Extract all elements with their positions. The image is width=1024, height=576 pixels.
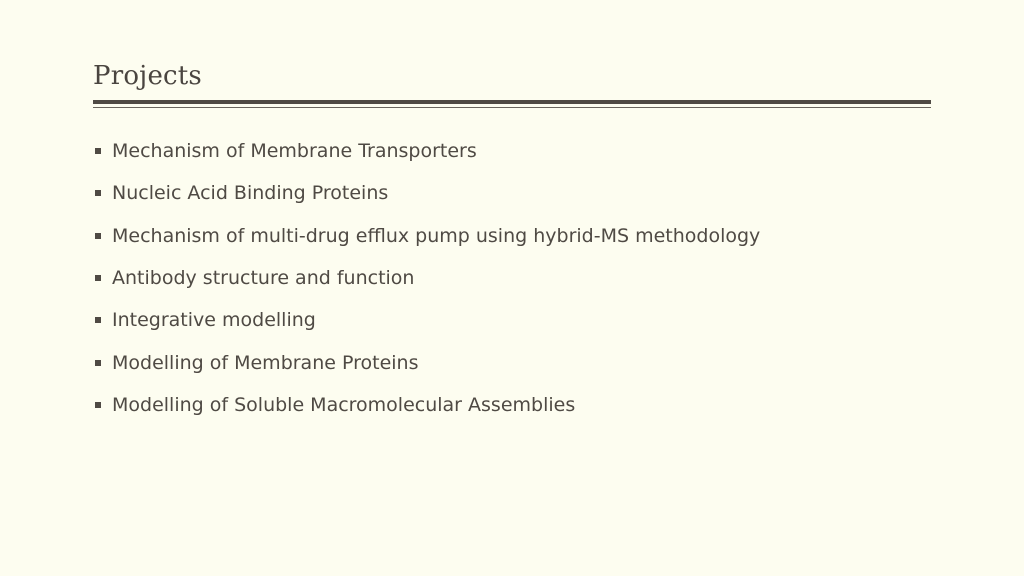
square-bullet-icon [95, 360, 101, 366]
bullet-item [93, 341, 760, 383]
bullet-item [93, 130, 760, 172]
square-bullet-icon [95, 148, 101, 154]
square-bullet-icon [95, 233, 101, 239]
bullet-list [93, 130, 760, 426]
bullet-item [93, 384, 760, 426]
bullet-text: Mechanism of Membrane Transporters [112, 140, 477, 163]
bullet-item [93, 299, 760, 341]
slide-title: Projects [93, 61, 202, 91]
square-bullet-icon [95, 317, 101, 323]
bullet-text: Modelling of Membrane Proteins [112, 351, 419, 374]
square-bullet-icon [95, 402, 101, 408]
title-underline-thin [93, 107, 931, 108]
square-bullet-icon [95, 275, 101, 281]
title-underline-thick [93, 100, 931, 104]
square-bullet-icon [95, 190, 101, 196]
bullet-text: Mechanism of multi-drug efflux pump using hybrid-MS methodology [112, 224, 761, 247]
bullet-item [93, 257, 760, 299]
bullet-item [93, 172, 760, 214]
bullet-text: Integrative modelling [112, 309, 316, 332]
bullet-text: Antibody structure and function [112, 267, 415, 290]
bullet-text: Modelling of Soluble Macromolecular Assemblies [112, 393, 576, 416]
bullet-text: Nucleic Acid Binding Proteins [112, 182, 389, 205]
bullet-item [93, 215, 760, 257]
